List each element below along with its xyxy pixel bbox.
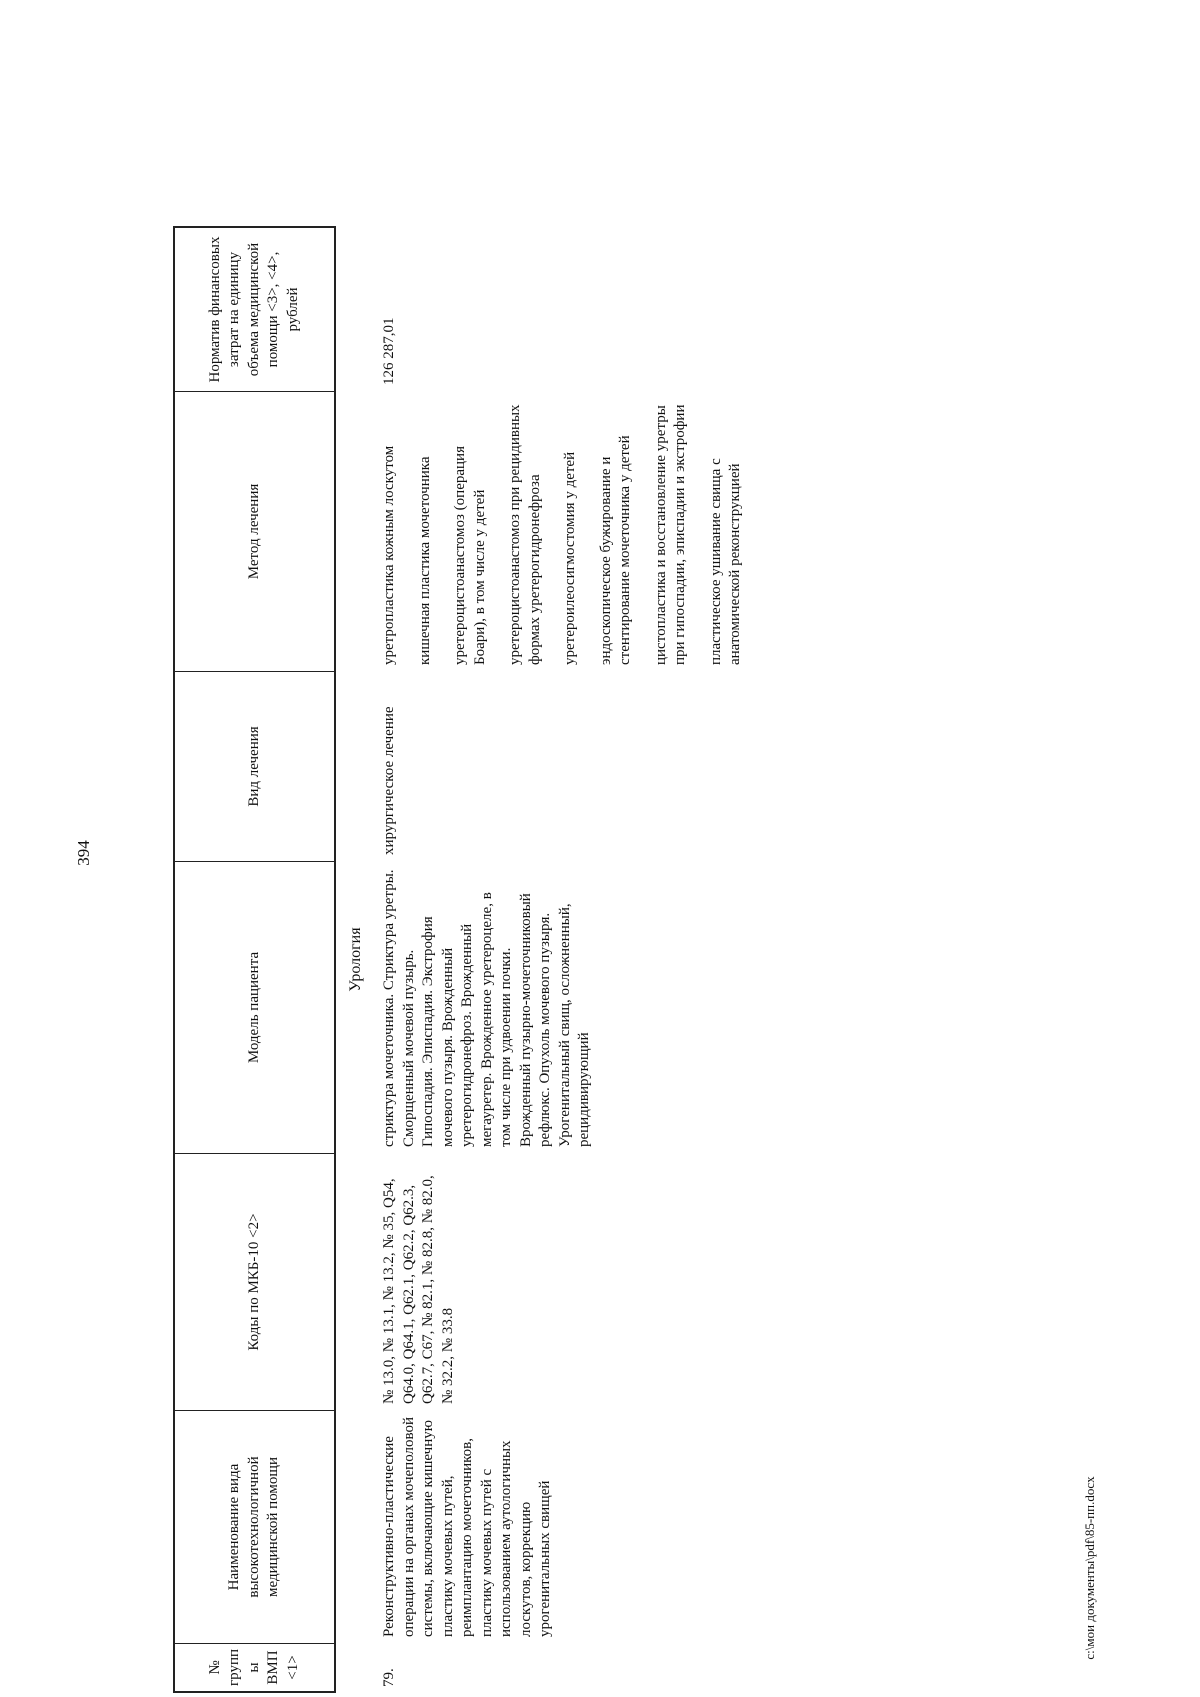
method-item: уретероцистоанастомоз при рецидивных формах уретерогидронефроза	[507, 404, 543, 665]
row-vmp-name: Реконструктивно-пластические операции на органах мочеполовой системы, включающие кишечную пластику мочевых путей, реимплантацию мочеточников, пластику мочевых путей с использованием аутологичных лоскутов, коррекцию урогенитальных свищей	[381, 1417, 553, 1637]
row-treatment-methods	[376, 391, 766, 671]
vmp-table	[173, 38, 766, 1693]
method-item: уретропластика кожным лоскутом	[381, 445, 397, 665]
row-icd-codes: № 13.0, № 13.1, № 13.2, № 35, Q54, Q64.0, Q64.1, Q62.1, Q62.2, Q62.3, Q62.7, C67, № 82.1, № 82.8, № 82.0, № 32.2, № 33.8	[381, 1175, 456, 1404]
header-patient-model: Модель пациента	[173, 861, 336, 1153]
method-item: цистопластика и восстановление уретры при гипоспадии, эписпадии и экстрофии	[652, 404, 688, 665]
row-patient-model: стриктура мочеточника. Стриктура уретры. Сморщенный мочевой пузырь. Гипоспадия. Эписпадия. Экстрофия мочевого пузыря. Врожденный уретерогидронефроз. Врожденный мегауретер. Врожденное уретероцеле, в том числе при удвоении почки. Врожденный пузырно-мочеточниковый рефлюкс. Опухоль мочевого пузыря. Урогенитальный свищ, осложненный, рецидивирующий	[381, 869, 592, 1147]
method-item: эндоскопическое бужирование и стентирование мочеточника у детей	[597, 435, 633, 665]
header-treatment-method: Метод лечения	[173, 391, 336, 671]
method-item: кишечная пластика мочеточника	[416, 456, 433, 665]
header-icd-codes: Коды по МКБ-10 <2>	[173, 1153, 336, 1410]
method-item: уретероилеосигмостомия у детей	[562, 451, 578, 665]
header-vmp-name: Наименование вида высокотехнологичной медицинской помощи	[173, 1410, 336, 1643]
header-treatment-type: Вид лечения	[173, 671, 336, 861]
section-title: Урология	[346, 927, 364, 992]
page-number: 394	[74, 840, 93, 866]
header-group-number: № групп ы ВМП <1>	[173, 1643, 336, 1693]
footer-file-path: c:\мои документы\pdf\85-пп.docx	[1082, 1476, 1097, 1660]
row-treatment-type: хирургическое лечение	[381, 706, 397, 855]
method-item: уретероцистоанастомоз (операция Боари), в том числе у детей	[452, 446, 488, 665]
rotated-page-content	[173, 38, 1053, 1693]
row-cost-norm: 126 287,01	[381, 317, 397, 385]
method-item: пластическое ушивание свища с анатомической реконструкцией	[707, 458, 743, 665]
row-number: 79.	[381, 1668, 397, 1687]
header-cost-norm: Норматив финансовых затрат на единицу объема медицинской помощи <3>, <4>, рублей	[173, 226, 336, 391]
